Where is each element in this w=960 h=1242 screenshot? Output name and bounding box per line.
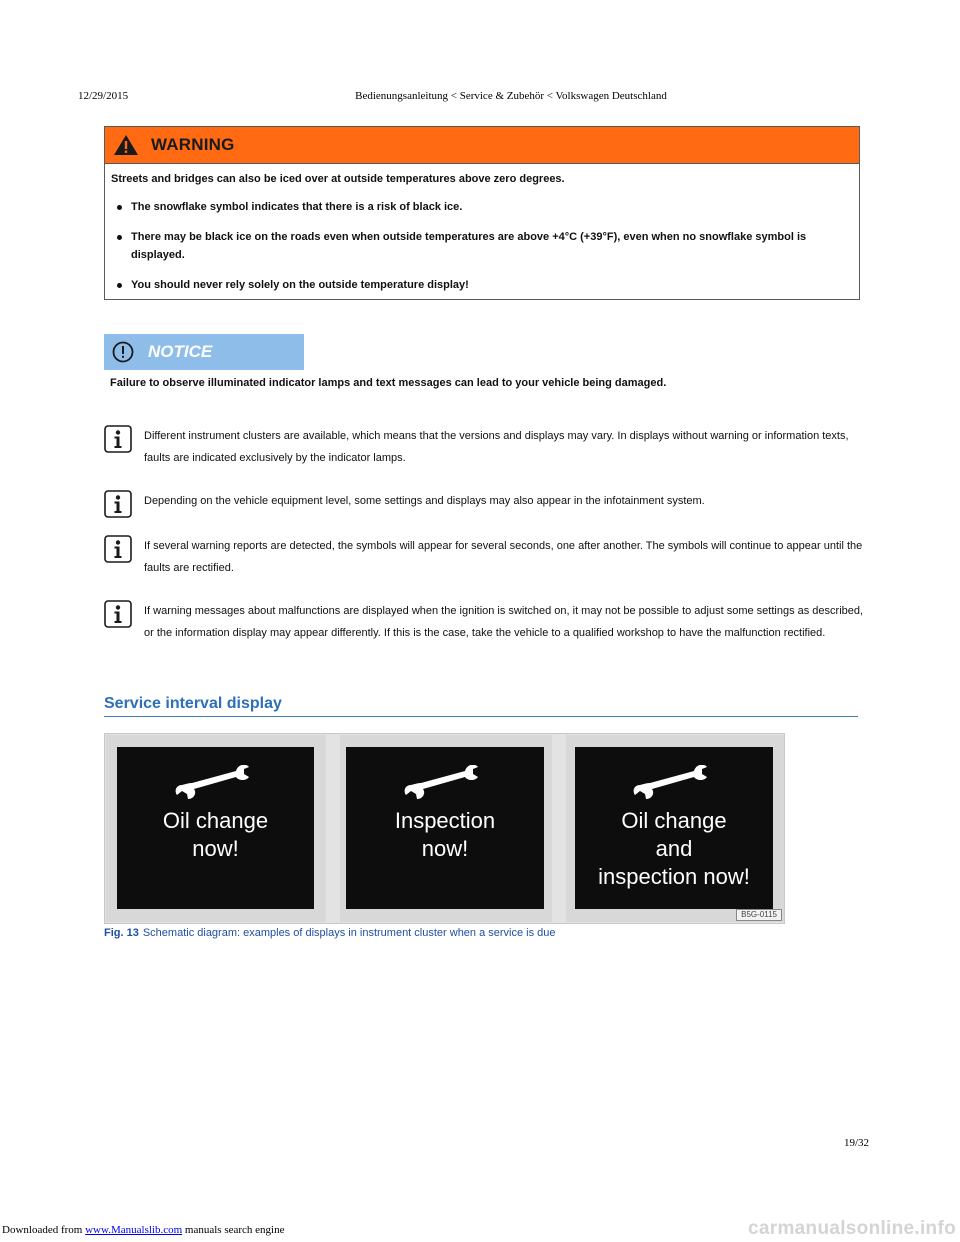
figure-number: Fig. 13 — [104, 927, 139, 939]
figure-caption — [104, 927, 556, 939]
notice-header — [104, 334, 304, 370]
download-footer — [0, 1218, 960, 1242]
print-date: 12/29/2015 — [78, 90, 129, 102]
info-note — [104, 425, 864, 469]
info-note-text: Different instrument clusters are available, which means that the versions and displays may vary. In displays without warning or information texts, faults are indicated exclusively by the indicator lamps. — [144, 430, 849, 464]
info-note — [104, 535, 864, 579]
exclamation-circle-icon — [112, 341, 134, 363]
warning-label: WARNING — [151, 135, 235, 154]
service-display-figure — [104, 733, 785, 924]
figure-caption-text: Schematic diagram: examples of displays in instrument cluster when a service is due — [142, 927, 556, 939]
display-message: Oil change now! — [162, 808, 269, 861]
wrench-icon — [632, 765, 716, 801]
info-icon — [104, 490, 132, 518]
wrench-icon — [403, 765, 487, 801]
info-note-text: Depending on the vehicle equipment level, some settings and displays may also appear in the infotainment system. — [144, 495, 705, 507]
download-suffix: manuals search engine — [184, 1224, 285, 1236]
warning-item: You should never rely solely on the outside temperature display! — [111, 276, 851, 294]
watermark: carmanualsonline.info — [748, 1218, 956, 1239]
display-panel-oil-change — [117, 747, 314, 909]
info-icon — [104, 425, 132, 453]
info-icon — [104, 600, 132, 628]
print-title: Bedienungsanleitung < Service & Zubehör < Volkswagen Deutschland — [355, 90, 667, 102]
info-icon — [104, 535, 132, 563]
warning-triangle-icon — [113, 133, 139, 157]
warning-list — [111, 198, 851, 294]
info-note-text: If several warning reports are detected, the symbols will appear for several seconds, one after another. The symbols will continue to appear until the faults are rectified. — [144, 540, 863, 574]
page-number: 19/32 — [844, 1137, 870, 1149]
display-message: Oil change and inspection now! — [598, 808, 750, 889]
figure-code: B5G-0115 — [736, 909, 782, 921]
notice-text: Failure to observe illuminated indicator lamps and text messages can lead to your vehicle being damaged. — [110, 377, 667, 389]
display-panel-inspection — [346, 747, 544, 909]
download-note — [2, 1224, 284, 1236]
wrench-icon — [174, 765, 258, 801]
warning-box — [104, 126, 860, 300]
info-note — [104, 490, 864, 518]
warning-body — [105, 164, 859, 294]
warning-item: The snowflake symbol indicates that there is a risk of black ice. — [111, 198, 851, 216]
display-message: Inspection now! — [394, 808, 496, 861]
warning-item: There may be black ice on the roads even when outside temperatures are above +4°C (+39°F), even when no snowflake symbol is displayed. — [111, 228, 851, 264]
section-title: Service interval display — [104, 695, 858, 717]
info-note-text: If warning messages about malfunctions are displayed when the ignition is switched on, it may not be possible to adjust some settings as described, or the information display may appear differently. If this is the case, take the vehicle to a qualified workshop to have the malfunction rectified. — [144, 605, 864, 639]
warning-lead: Streets and bridges can also be iced over at outside temperatures above zero degrees. — [111, 173, 565, 185]
download-prefix: Downloaded from — [2, 1224, 83, 1236]
info-note — [104, 600, 864, 644]
display-panel-oil-and-inspection — [575, 747, 773, 909]
notice-label: NOTICE — [148, 342, 213, 361]
warning-header — [105, 127, 859, 164]
manualslib-link[interactable]: www.Manualslib.com — [85, 1224, 183, 1236]
